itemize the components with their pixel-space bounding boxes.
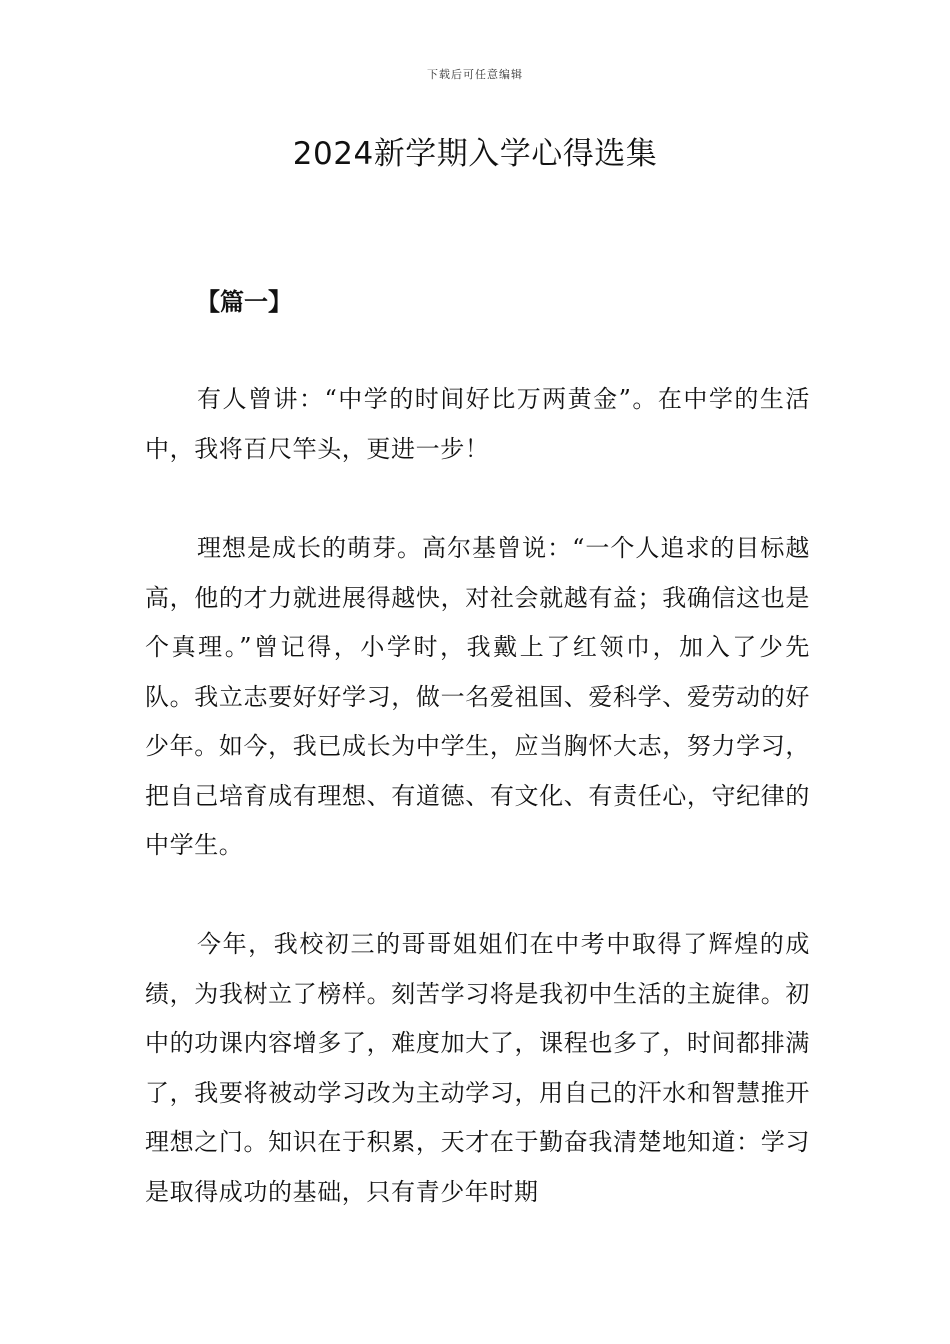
- document-title: 2024新学期入学心得选集: [292, 136, 658, 172]
- paragraph-block-3: [145, 920, 810, 1217]
- paragraph-block-1: [145, 375, 810, 474]
- header-note: 下载后可任意编辑: [427, 68, 523, 81]
- paragraph-1: 有人曾讲：“中学的时间好比万两黄金”。在中学的生活中，我将百尺竿头，更进一步！: [145, 385, 810, 463]
- paragraph-2: 理想是成长的萌芽。高尔基曾说：“一个人追求的目标越高，他的才力就进展得越快，对社会就越有益；我确信这也是个真理。”曾记得，小学时，我戴上了红领巾，加入了少先队。我立志要好好学习，做一名爱祖国、爱科学、爱劳动的好少年。如今，我已成长为中学生，应当胸怀大志，努力学习，把自己培育成有理想、有道德、有文化、有责任心，守纪律的中学生。: [145, 534, 810, 859]
- paragraph-block-2: [145, 524, 810, 871]
- section-label: 【篇一】: [196, 288, 292, 316]
- paragraph-3: 今年，我校初三的哥哥姐姐们在中考中取得了辉煌的成绩，为我树立了榜样。刻苦学习将是我初中生活的主旋律。初中的功课内容增多了，难度加大了，课程也多了，时间都排满了，我要将被动学习改为主动学习，用自己的汗水和智慧推开理想之门。知识在于积累，天才在于勤奋我清楚地知道：学习是取得成功的基础，只有青少年时期: [145, 930, 810, 1206]
